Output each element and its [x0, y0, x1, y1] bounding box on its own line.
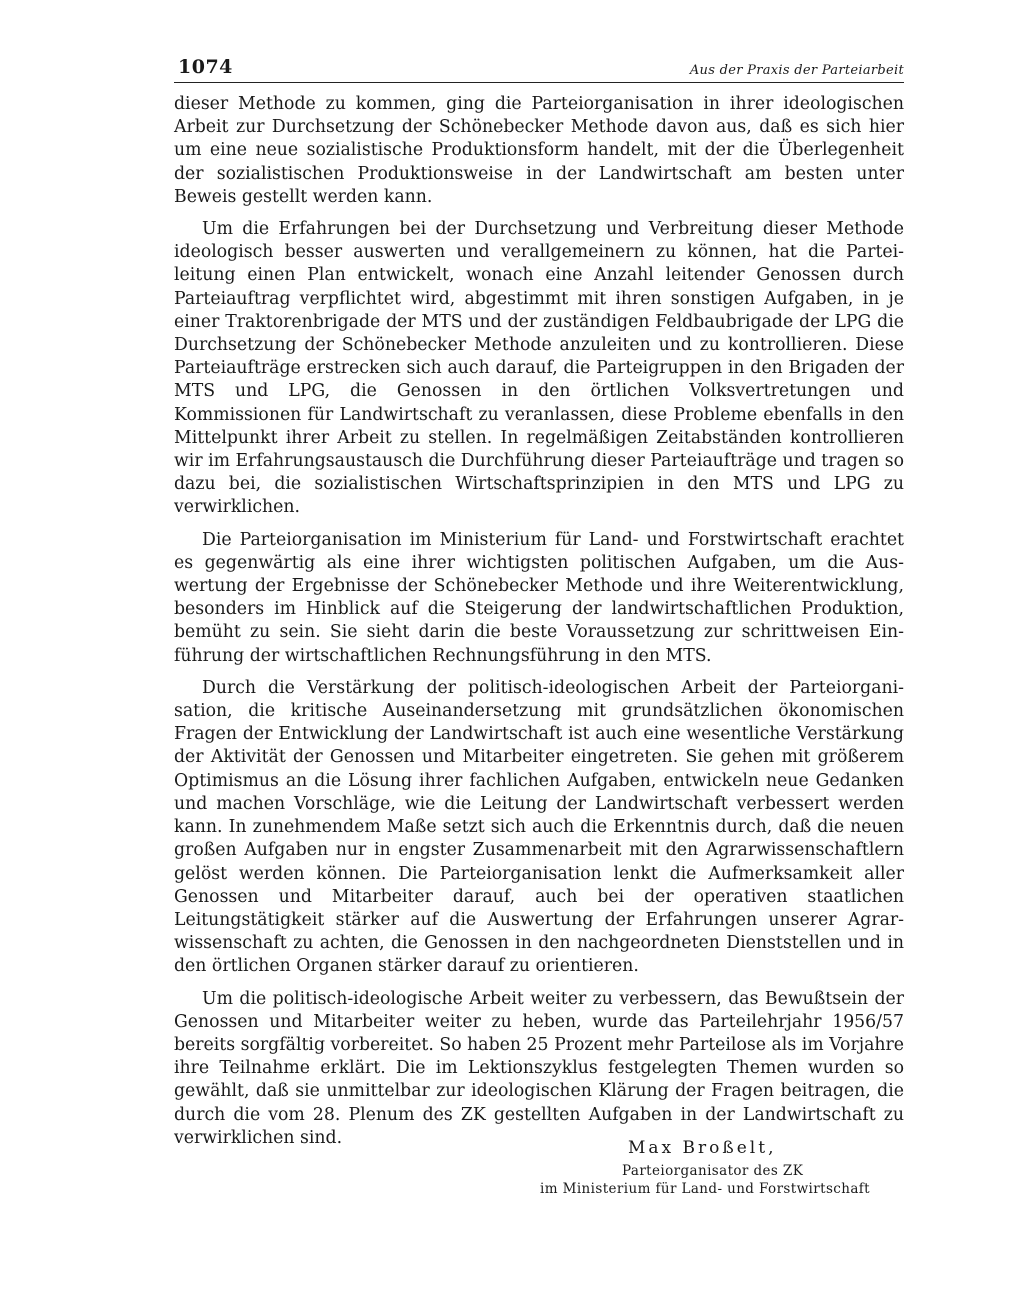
paragraph-1: dieser Methode zu kommen, ging die Parteiorganisation in ihrer ideologischen Arbeit zur Durchsetzung der Schönebecker Methode davon aus, daß es sich hier um eine neue sozialistische Produktionsform handelt, mit der die Überlegenheit der sozialistischen Produktionsweise in der Landwirtschaft am besten unter Beweis gestellt werden kann.: [174, 94, 904, 207]
article-body: [174, 93, 904, 1150]
paragraph-3: Die Parteiorganisation im Ministerium für Land- und Forstwirtschaft erachtet es gegenwärtig als eine ihrer wichtigsten politischen Aufgaben, um die Auswertung der Ergebnisse der Schönebecker Methode und ihre Weiterentwicklung, besonders im Hinblick auf die Steigerung der landwirtschaftlichen Produktion, bemüht zu sein. Sie sieht darin die beste Voraussetzung zur schrittweisen Einführung der wirtschaftlichen Rechnungsführung in den MTS.: [174, 529, 904, 666]
paragraph-5: Um die politisch-ideologische Arbeit weiter zu verbessern, das Bewußtsein der Genossen und Mitarbeiter weiter zu heben, wurde das Parteilehrjahr 1956/57 bereits sorgfältig vorbereitet. So haben 25 Prozent mehr Parteilose als im Vorjahre ihre Teilnahme erklärt. Die im Lektionszyklus festgelegten Themen wurden so gewählt, daß sie unmittelbar zur ideologischen Klärung der Fragen beitragen, die durch die vom 28. Plenum des ZK gestellten Aufgaben in der Landwirtschaft zu verwirklichen sind.: [174, 988, 904, 1148]
paragraph-2: Um die Erfahrungen bei der Durchsetzung und Verbreitung dieser Methode ideologisch besser auswerten und verallgemeinern zu können, hat die Parteileitung einen Plan entwickelt, wonach eine Anzahl leitender Genossen durch Parteiauftrag verpflichtet wird, abgestimmt mit ihren sonstigen Aufgaben, in je einer Traktorenbrigade der MTS und der zuständigen Feldbaubrigade der LPG die Durchsetzung der Schönebecker Methode anzuleiten und zu kontrollieren. Diese Parteiaufträge erstrecken sich auch darauf, die Parteigruppen in den Brigaden der MTS und LPG, die Genossen in den örtlichen Volksvertretungen und Kommissionen für Landwirtschaft zu veranlassen, diese Probleme ebenfalls in den Mittelpunkt ihrer Arbeit zu stellen. In regelmäßigen Zeitabständen kontrollieren wir im Erfahrungsaustausch die Durchführung dieser Parteiaufträge und tragen so dazu bei, die sozialistischen Wirtschaftsprinzipien in den MTS und LPG zu verwirklichen.: [174, 219, 904, 518]
document-page: [174, 52, 904, 1150]
running-head: Aus der Praxis der Parteiarbeit: [689, 63, 904, 78]
page-number: 1074: [178, 56, 233, 78]
author-signature: [364, 1138, 904, 1198]
paragraph-4: Durch die Verstärkung der politisch-ideologischen Arbeit der Parteiorganisation, die kritische Auseinandersetzung mit grundsätzlichen ökonomischen Fragen der Entwicklung der Landwirtschaft ist auch eine wesentliche Verstärkung der Aktivität der Genossen und Mitarbeiter eingetreten. Sie gehen mit größerem Optimismus an die Lösung ihrer fachlichen Aufgaben, entwickeln neue Gedanken und machen Vorschläge, wie die Leitung der Landwirtschaft verbessert werden kann. In zunehmendem Maße setzt sich auch die Erkenntnis durch, daß die neuen großen Aufgaben nur in engster Zusammenarbeit mit den Agrarwissenschaftlern gelöst werden können. Die Parteiorganisation lenkt die Aufmerksamkeit aller Genossen und Mitarbeiter darauf, auch bei der operativen staatlichen Leitungstätigkeit stärker auf die Auswertung der Erfahrungen unserer Agrarwissenschaft zu achten, die Genossen in den nachgeordneten Dienststellen und in den örtlichen Organen stärker darauf zu orientieren.: [174, 677, 904, 977]
author-affiliation: im Ministerium für Land- und Forstwirtschaft: [540, 1181, 870, 1197]
page-header: [174, 52, 904, 83]
author-title: Parteiorganisator des ZK: [622, 1163, 804, 1179]
author-name: Max Broßelt,: [628, 1138, 777, 1158]
